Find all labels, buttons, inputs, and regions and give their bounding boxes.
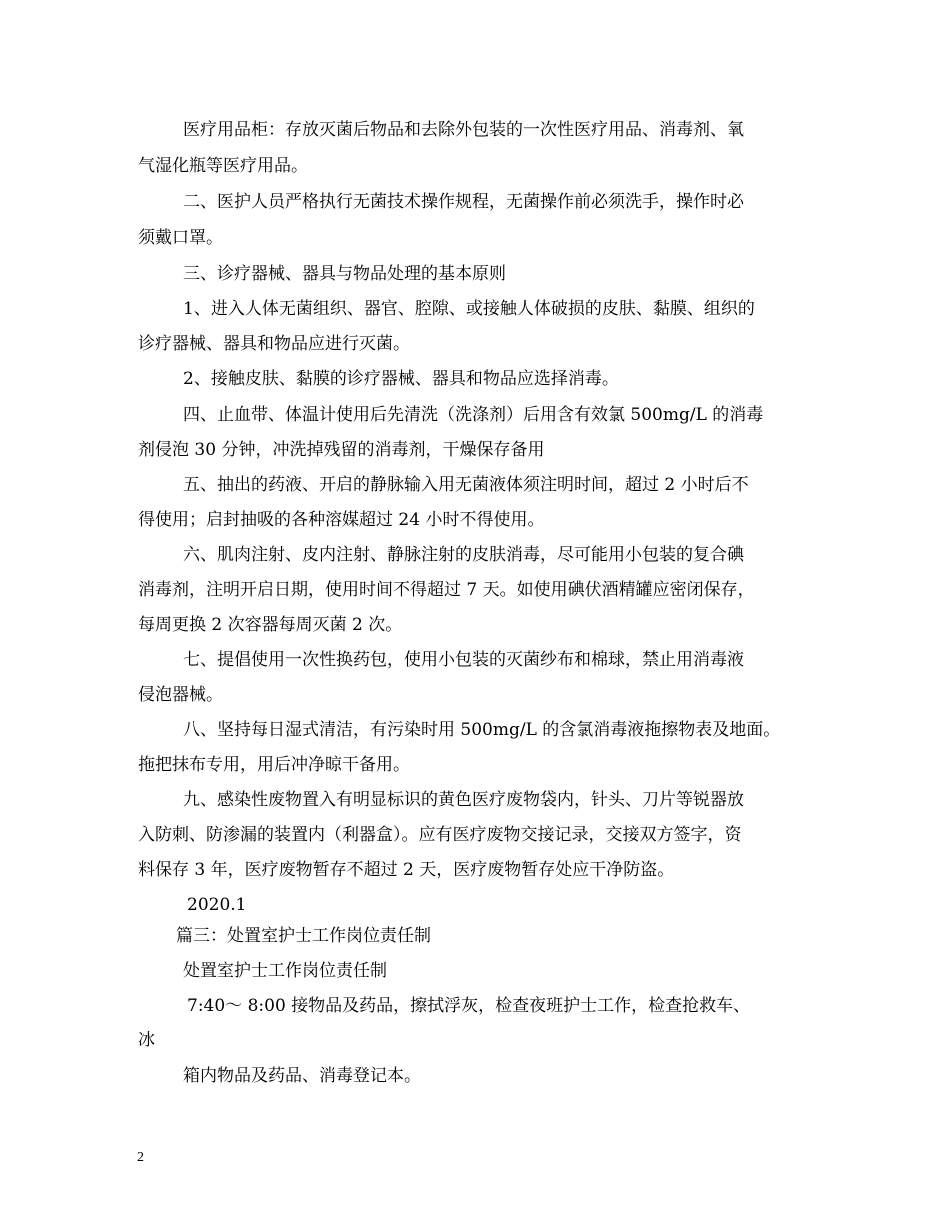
body-text-line: 八、坚持每日湿式清洁，有污染时用 500mg/L 的含氯消毒液拖擦物表及地面。 <box>183 720 781 740</box>
body-text-line: 每周更换 2 次容器每周灭菌 2 次。 <box>138 615 403 635</box>
body-text-line: 诊疗器械、器具和物品应进行灭菌。 <box>138 334 410 354</box>
section-heading: 三、诊疗器械、器具与物品处理的基本原则 <box>183 264 506 284</box>
body-text-line: 料保存 3 年，医疗废物暂存不超过 2 天，医疗废物暂存处应干净防盗。 <box>138 860 675 880</box>
body-text-line: 五、抽出的药液、开启的静脉输入用无菌液体须注明时间，超过 2 小时后不 <box>183 475 749 495</box>
body-text-line: 拖把抹布专用，用后冲净晾干备用。 <box>138 755 410 775</box>
body-text-line: 四、止血带、体温计使用后先清洗（洗涤剂）后用含有效氯 500mg/L 的消毒 <box>183 405 764 425</box>
body-text-line: 须戴口罩。 <box>138 228 223 248</box>
body-text-line: 九、感染性废物置入有明显标识的黄色医疗废物袋内，针头、刀片等锐器放 <box>183 790 744 810</box>
body-text-line: 冰 <box>138 1030 155 1050</box>
body-text-line: 入防刺、防渗漏的装置内（利器盒）。应有医疗废物交接记录，交接双方签字，资 <box>138 825 742 845</box>
body-text-line: 箱内物品及药品、消毒登记本。 <box>183 1066 421 1086</box>
body-text-line: 七、提倡使用一次性换药包，使用小包装的灭菌纱布和棉球，禁止用消毒液 <box>183 650 744 670</box>
body-text-line: 7:40～ 8:00 接物品及药品，擦拭浮灰，检查夜班护士工作，检查抢救车、 <box>187 996 751 1016</box>
body-text-line: 六、肌肉注射、皮内注射、静脉注射的皮肤消毒，尽可能用小包装的复合碘 <box>183 545 744 565</box>
section-heading: 处置室护士工作岗位责任制 <box>183 961 387 981</box>
body-text-line: 气湿化瓶等医疗用品。 <box>138 156 308 176</box>
page-number: 2 <box>137 1150 144 1165</box>
chapter-title: 篇三：处置室护士工作岗位责任制 <box>176 926 431 946</box>
body-text-line: 二、医护人员严格执行无菌技术操作规程，无菌操作前必须洗手，操作时必 <box>183 192 744 212</box>
body-text-line: 消毒剂，注明开启日期，使用时间不得超过 7 天。如使用碘伏酒精罐应密闭保存， <box>138 580 755 600</box>
body-text-line: 医疗用品柜：存放灭菌后物品和去除外包装的一次性医疗用品、消毒剂、氧 <box>183 120 744 140</box>
body-text-line: 得使用；启封抽吸的各种溶媒超过 24 小时不得使用。 <box>138 510 545 530</box>
body-text-line: 剂侵泡 30 分钟，冲洗掉残留的消毒剂，干燥保存备用 <box>138 440 545 460</box>
body-text-line: 1、进入人体无菌组织、器官、腔隙、或接触人体破损的皮肤、黏膜、组织的 <box>183 299 755 319</box>
body-text-line: 2、接触皮肤、黏膜的诊疗器械、器具和物品应选择消毒。 <box>183 369 619 389</box>
date-line: 2020.1 <box>187 895 247 915</box>
body-text-line: 侵泡器械。 <box>138 685 223 705</box>
